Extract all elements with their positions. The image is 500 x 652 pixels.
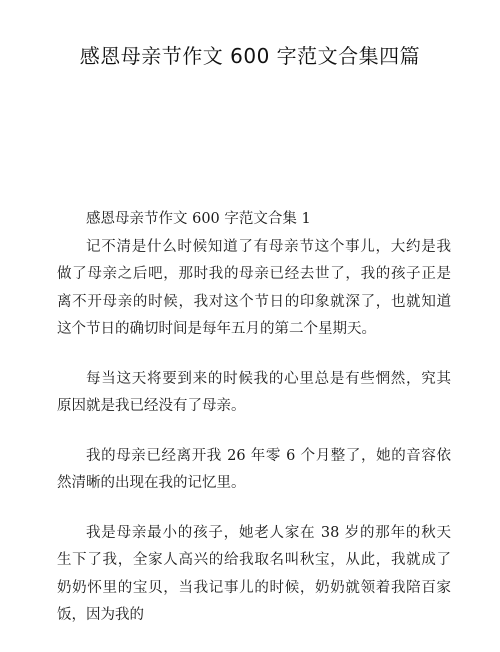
paragraph-4: 我是母亲最小的孩子，她老人家在 38 岁的那年的秋天 生下了我，全家人高兴的给我取名叫秋宝，从此，我就成了 奶奶怀里的宝贝，当我记事儿的时候，奶奶就领着我陪百家 饭，因为我的	[57, 524, 451, 623]
paragraph-2: 每当这天将要到来的时候我的心里总是有些惘然，究其 原因就是我已经没有了母亲。	[57, 370, 451, 414]
document-body	[57, 206, 451, 652]
paragraph-1: 记不清是什么时候知道了有母亲节这个事儿，大约是我 做了母亲之后吧，那时我的母亲已经去世了，我的孩子正是 离不开母亲的时候，我对这个节日的印象就深了，也就知道 这个节日的确切时间是每年五月的第二个星期天。	[57, 238, 451, 337]
section-heading: 感恩母亲节作文 600 字范文合集 1	[86, 211, 311, 227]
paragraph-3: 我的母亲已经离开我 26 年零 6 个月整了，她的音容依 然清晰的出现在我的记忆里。	[57, 447, 451, 491]
document-title: 感恩母亲节作文 600 字范文合集四篇	[79, 44, 421, 68]
